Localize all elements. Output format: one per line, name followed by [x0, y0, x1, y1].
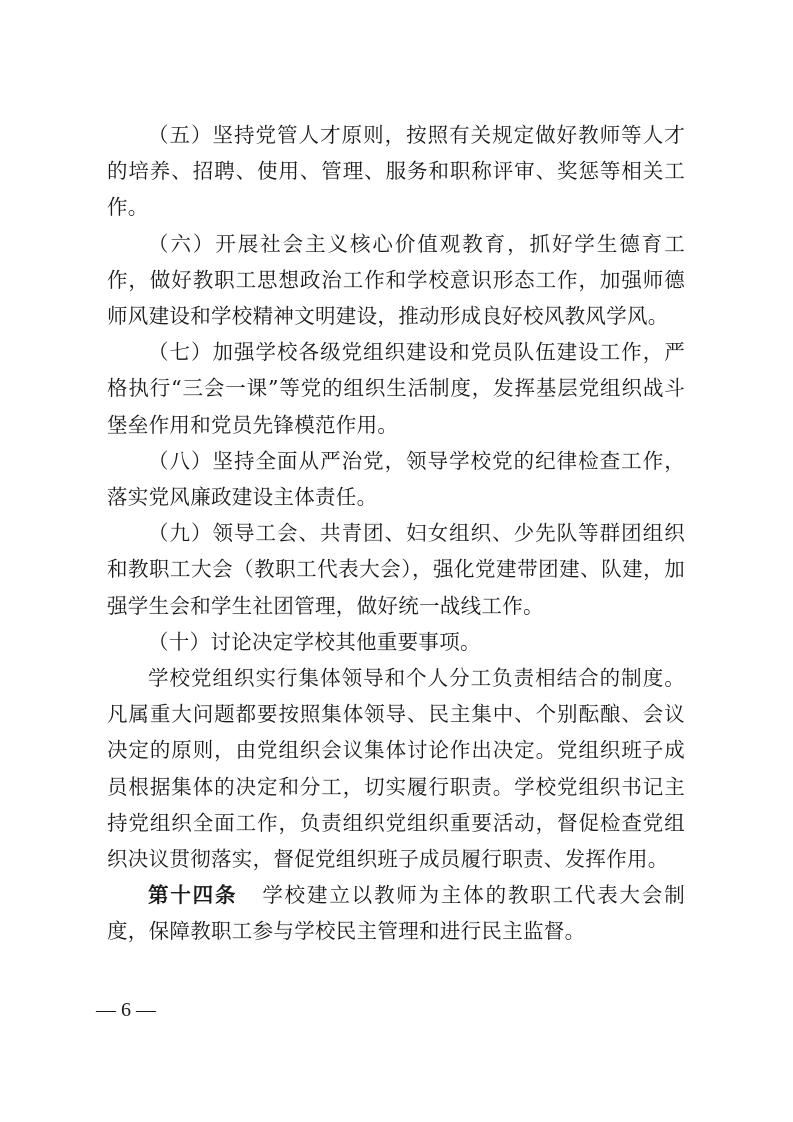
paragraph-item-7: （七）加强学校各级党组织建设和党员队伍建设工作，严格执行“三会一课”等党的组织生活制度，发挥基层党组织战斗堡垒作用和党员先锋模范作用。 [107, 340, 685, 437]
article-text: 学校建立以教师为主体的教职工代表大会制度，保障教职工参与学校民主管理和进行民主监督。 [107, 883, 686, 944]
article-14 [107, 877, 685, 949]
paragraph-leadership-system: 学校党组织实行集体领导和个人分工负责相结合的制度。凡属重大问题都要按照集体领导、民主集中、个别酝酿、会议决定的原则，由党组织会议集体讨论作出决定。党组织班子成员根据集体的决定和分工，切实履行职责。学校党组织书记主持党组织全面工作，负责组织党组织重要活动，督促检查党组织决议贯彻落实，督促党组织班子成员履行职责、发挥作用。 [107, 666, 685, 872]
paragraph-item-9: （九）领导工会、共青团、妇女组织、少先队等群团组织和教职工大会（教职工代表大会），强化党建带团建、队建，加强学生会和学生社团管理，做好统一战线工作。 [107, 521, 685, 618]
paragraph-item-5: （五）坚持党管人才原则，按照有关规定做好教师等人才的培养、招聘、使用、管理、服务和职称评审、奖惩等相关工作。 [107, 123, 685, 220]
paragraph-item-10: （十）讨论决定学校其他重要事项。 [148, 629, 481, 654]
paragraph-item-6: （六）开展社会主义核心价值观教育，抓好学生德育工作，做好教职工思想政治工作和学校意识形态工作，加强师德师风建设和学校精神文明建设，推动形成良好校风教风学风。 [107, 231, 685, 329]
article-number: 第十四条 [148, 883, 238, 908]
document-body [107, 117, 685, 950]
paragraph-item-8: （八）坚持全面从严治党，领导学校党的纪律检查工作，落实党风廉政建设主体责任。 [107, 448, 685, 510]
page-number: — 6 — [96, 999, 156, 1021]
